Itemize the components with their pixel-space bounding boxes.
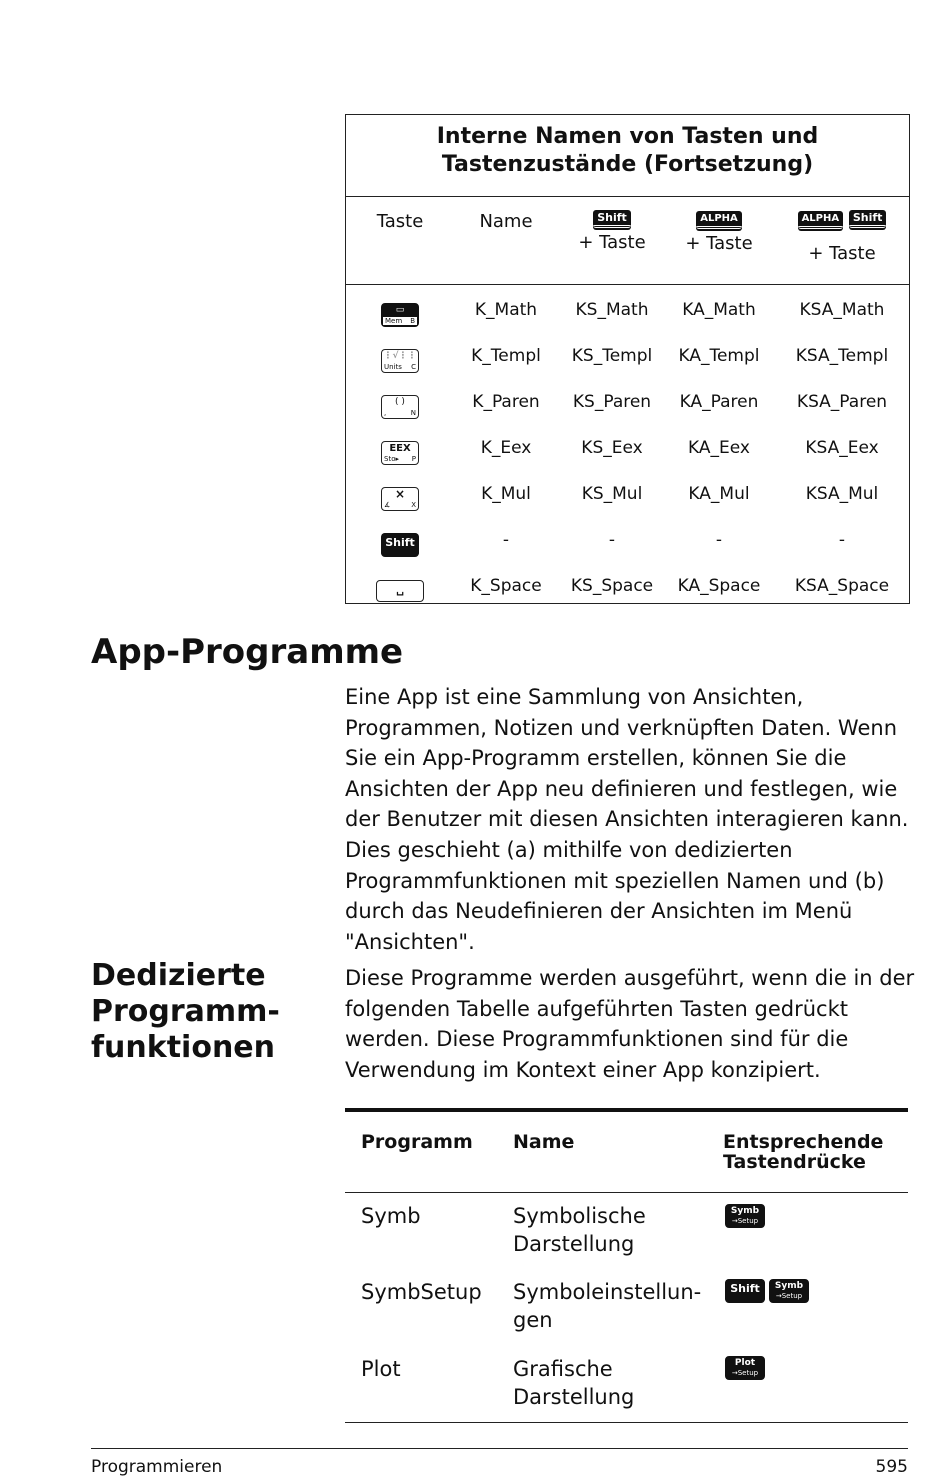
cell-name: K_Math bbox=[474, 300, 538, 320]
table-title-line2: Tastenzustände (Fortsetzung) bbox=[441, 152, 814, 177]
cell-alpha-shift: - bbox=[838, 530, 846, 550]
table-row bbox=[346, 333, 909, 379]
section-heading-app-programs: App-Programme bbox=[91, 632, 404, 672]
header-alpha-shift-label: + Taste bbox=[808, 243, 876, 264]
cell-name: K_Mul bbox=[481, 484, 531, 504]
cell-shift: - bbox=[608, 530, 616, 550]
table-row bbox=[346, 563, 909, 609]
cell-alpha-shift: KSA_Space bbox=[794, 576, 890, 596]
key-top-label: Shift bbox=[385, 536, 415, 549]
section-body-app-programs: Eine App ist eine Sammlung von Ansichten, Programmen, Notizen und verknüpften Daten. Wenn Sie ein App-Programm erstellen, können Sie die Ansichten der App neu definieren und festlegen, wie der Benutzer mit diesen Ansichten interagieren kann. Dies geschieht (a) mithilfe von dedizierten Programmfunktionen mit speziellen Namen und (b) durch das Neudefinieren der Ansichten im Menü "Ansichten". bbox=[345, 685, 909, 954]
table-top-rule bbox=[345, 1108, 908, 1112]
header-shift bbox=[560, 205, 664, 253]
symb-key-icon bbox=[725, 1204, 765, 1228]
table-title-line1: Interne Namen von Tasten und bbox=[436, 124, 819, 149]
table-title bbox=[346, 115, 909, 197]
key-top-label: EEX bbox=[389, 443, 411, 454]
section-heading-dedicated-functions bbox=[91, 958, 321, 1066]
cell-name-line2: gen bbox=[513, 1308, 553, 1332]
plot-key-icon bbox=[725, 1356, 765, 1380]
cell-alpha-shift: KSA_Templ bbox=[795, 346, 889, 366]
key-sub-right: N bbox=[410, 409, 416, 417]
cell-name: K_Templ bbox=[471, 346, 541, 366]
key-names-table bbox=[345, 114, 910, 604]
table-row bbox=[346, 287, 909, 333]
cell-name-line2: Darstellung bbox=[513, 1385, 635, 1409]
paren-key-icon bbox=[381, 395, 419, 419]
heading-line: Dedizierte bbox=[91, 958, 266, 993]
cell-shift: KS_Paren bbox=[572, 392, 652, 412]
alpha-key-label: ALPHA bbox=[801, 213, 840, 224]
key-sub-right: P bbox=[411, 455, 416, 463]
footer-chapter: Programmieren bbox=[91, 1457, 223, 1477]
key-label: Plot bbox=[734, 1358, 756, 1368]
table-header-rule bbox=[345, 1192, 908, 1193]
table-row bbox=[346, 517, 909, 563]
key-sub-left: Sto▸ bbox=[384, 455, 399, 463]
shift-key-icon bbox=[725, 1279, 765, 1303]
header-alpha-shift bbox=[778, 205, 906, 264]
cell-shift: KS_Eex bbox=[581, 438, 643, 458]
shift-key-icon: Shift bbox=[593, 210, 631, 228]
key-sub-label: →Setup bbox=[775, 1292, 803, 1300]
cell-name-line1: Grafische bbox=[513, 1357, 613, 1381]
symb-key-icon bbox=[769, 1279, 809, 1303]
alpha-key-icon bbox=[798, 211, 844, 229]
cell-name bbox=[513, 1202, 646, 1258]
cell-shift: KS_Math bbox=[575, 300, 649, 320]
cell-alpha: - bbox=[715, 530, 723, 550]
table-row bbox=[346, 379, 909, 425]
key-sub-right: X bbox=[411, 501, 416, 509]
key-sub-left: Mem bbox=[385, 317, 403, 325]
table-row bbox=[346, 471, 909, 517]
key-label: Shift bbox=[730, 1282, 760, 1295]
math-key-icon: ▭ Mem B bbox=[381, 303, 419, 327]
cell-alpha: KA_Templ bbox=[678, 346, 760, 366]
key-sub-label: →Setup bbox=[731, 1217, 759, 1225]
key-sub-left: ∡ bbox=[384, 501, 391, 509]
alpha-key-icon bbox=[696, 211, 742, 229]
key-top-label: ␣ bbox=[396, 583, 404, 596]
cell-alpha-shift: KSA_Paren bbox=[796, 392, 888, 412]
key-sub-left: Units bbox=[384, 363, 402, 371]
cell-name: K_Space bbox=[470, 576, 542, 596]
key-sub-right: B bbox=[410, 317, 415, 325]
cell-alpha: KA_Math bbox=[682, 300, 756, 320]
cell-shift: KS_Space bbox=[570, 576, 654, 596]
cell-program: SymbSetup bbox=[361, 1280, 482, 1304]
section-body-dedicated-functions: Diese Programme werden ausgeführt, wenn die in der folgenden Tabelle aufgeführten Tasten gedrückt werden. Diese Programmfunktionen sind für die Verwendung im Kontext einer App konzipiert. bbox=[345, 966, 915, 1082]
cell-name bbox=[513, 1355, 634, 1411]
cell-name: K_Paren bbox=[472, 392, 540, 412]
cell-alpha: KA_Eex bbox=[688, 438, 750, 458]
cell-program: Symb bbox=[361, 1204, 421, 1228]
footer-page-number: 595 bbox=[875, 1457, 908, 1477]
cell-shift: KS_Templ bbox=[571, 346, 653, 366]
space-key-icon bbox=[376, 580, 424, 602]
key-top-label: × bbox=[394, 487, 406, 501]
templ-key-icon: ⋮√⋮⋮ Units C bbox=[381, 349, 419, 373]
heading-line: funktionen bbox=[91, 1030, 276, 1065]
header-keys-line1: Entsprechende bbox=[723, 1131, 884, 1153]
cell-name-line1: Symboleinstellun- bbox=[513, 1280, 702, 1304]
header-shift-label: + Taste bbox=[578, 232, 646, 253]
header-alpha bbox=[666, 205, 772, 254]
cell-alpha-shift: KSA_Mul bbox=[805, 484, 879, 504]
header-key: Taste bbox=[376, 211, 424, 232]
cell-name: K_Eex bbox=[480, 438, 532, 458]
cell-alpha-shift: KSA_Eex bbox=[805, 438, 879, 458]
table-bottom-rule bbox=[345, 1422, 908, 1423]
header-keys bbox=[723, 1132, 883, 1172]
key-label: Symb bbox=[774, 1281, 804, 1291]
key-label: Symb bbox=[730, 1206, 760, 1216]
key-sub-right: C bbox=[411, 363, 416, 371]
multiply-key-icon bbox=[381, 487, 419, 511]
cell-name: - bbox=[502, 530, 510, 550]
shift-key-icon bbox=[381, 533, 419, 557]
cell-shift: KS_Mul bbox=[581, 484, 643, 504]
header-alpha-label: + Taste bbox=[685, 233, 753, 254]
header-name: Name bbox=[479, 211, 533, 232]
cell-name-line1: Symbolische bbox=[513, 1204, 646, 1228]
footer-rule bbox=[91, 1448, 908, 1449]
cell-name bbox=[513, 1278, 701, 1334]
key-sub-left: , bbox=[384, 409, 387, 417]
cell-program: Plot bbox=[361, 1357, 401, 1381]
cell-alpha: KA_Mul bbox=[688, 484, 750, 504]
shift-key-icon: Shift bbox=[849, 210, 887, 228]
header-keys-line2: Tastendrücke bbox=[723, 1151, 866, 1173]
cell-alpha: KA_Space bbox=[677, 576, 761, 596]
header-name: Name bbox=[513, 1131, 575, 1153]
table-row bbox=[346, 425, 909, 471]
heading-line: Programm- bbox=[91, 994, 280, 1029]
key-top-label: ( ) bbox=[395, 397, 405, 407]
cell-name-line2: Darstellung bbox=[513, 1232, 635, 1256]
table-header-row bbox=[346, 197, 909, 285]
eex-key-icon bbox=[381, 441, 419, 465]
alpha-key-label: ALPHA bbox=[700, 213, 738, 224]
key-sub-label: →Setup bbox=[731, 1369, 759, 1377]
cell-alpha: KA_Paren bbox=[679, 392, 759, 412]
header-program: Programm bbox=[361, 1131, 473, 1153]
cell-alpha-shift: KSA_Math bbox=[799, 300, 885, 320]
